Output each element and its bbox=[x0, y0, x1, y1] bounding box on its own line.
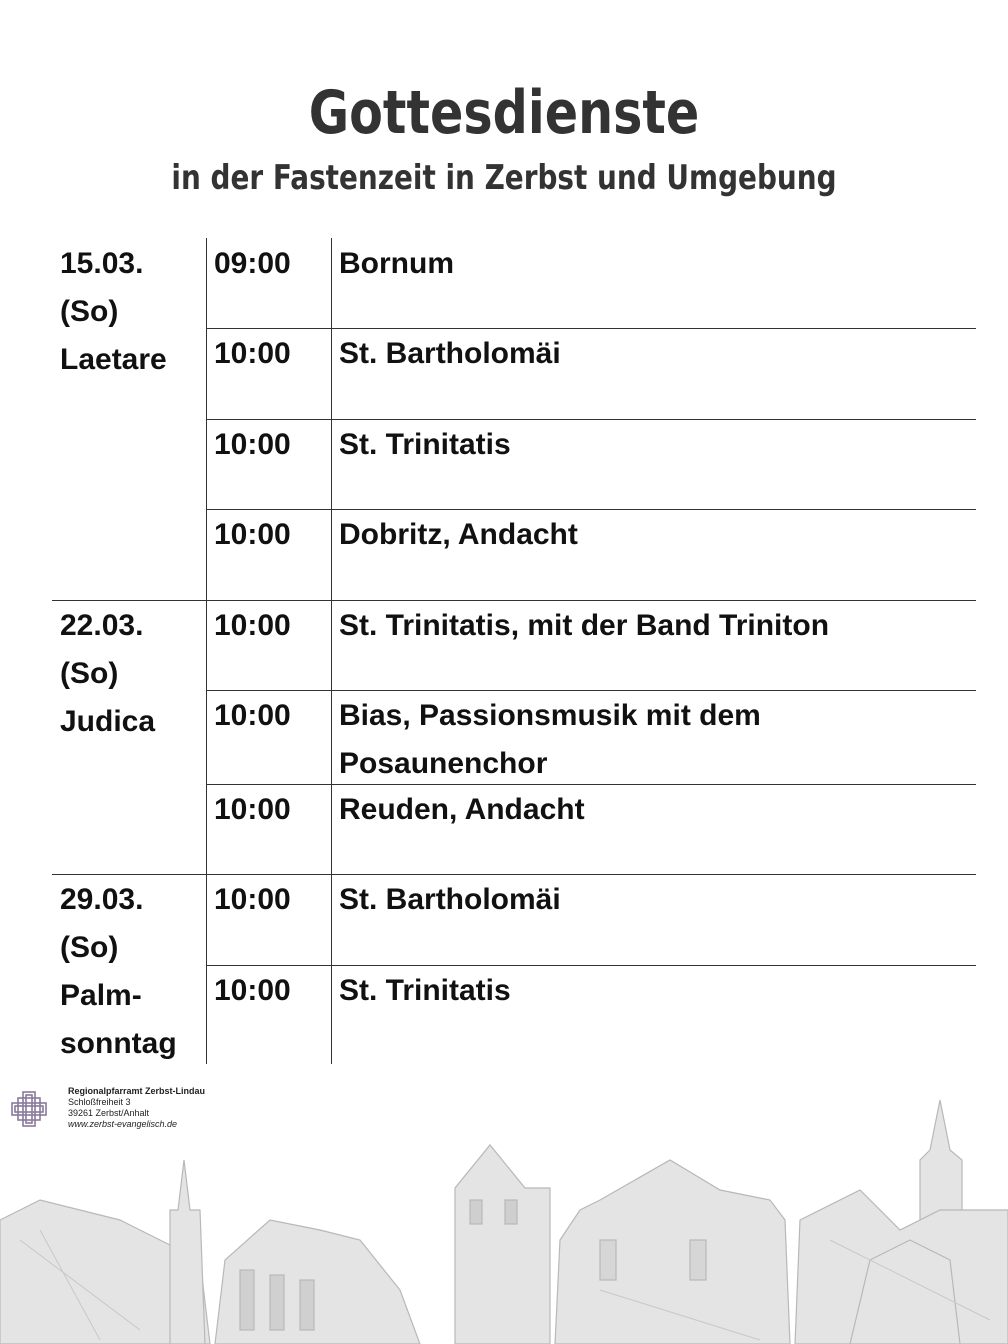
sunday-date: 15.03. bbox=[60, 247, 144, 280]
town-skyline-illustration bbox=[0, 1090, 1008, 1344]
row-divider bbox=[206, 965, 976, 966]
parish-name: Regionalpfarramt Zerbst-Lindau bbox=[68, 1086, 206, 1096]
row-divider bbox=[206, 419, 976, 420]
service-time: 10:00 bbox=[214, 518, 291, 551]
page-subtitle: in der Fastenzeit in Zerbst und Umgebung bbox=[171, 158, 837, 198]
service-time: 10:00 bbox=[214, 609, 291, 642]
service-time: 10:00 bbox=[214, 428, 291, 461]
service-place: St. Bartholomäi bbox=[339, 337, 561, 370]
page-title: Gottesdienste bbox=[308, 78, 700, 148]
service-place: St. Trinitatis bbox=[339, 974, 511, 1007]
sunday-weekday: (So) bbox=[60, 295, 119, 328]
sunday-name: Laetare bbox=[60, 343, 167, 376]
service-place: Reuden, Andacht bbox=[339, 793, 585, 826]
time-column-divider bbox=[331, 238, 332, 1064]
sunday-name: Palm- bbox=[60, 979, 142, 1012]
service-time: 10:00 bbox=[214, 883, 291, 916]
service-place: St. Trinitatis, mit der Band Triniton bbox=[339, 609, 830, 642]
service-place-line2: Posaunenchor bbox=[339, 747, 548, 780]
row-divider bbox=[206, 328, 976, 329]
service-time: 10:00 bbox=[214, 699, 291, 732]
sunday-weekday: (So) bbox=[60, 931, 119, 964]
service-time: 10:00 bbox=[214, 974, 291, 1007]
service-place: Bornum bbox=[339, 247, 454, 280]
service-time: 09:00 bbox=[214, 247, 291, 280]
service-place: St. Bartholomäi bbox=[339, 883, 561, 916]
sunday-date: 22.03. bbox=[60, 609, 144, 642]
service-schedule-table bbox=[52, 238, 976, 1064]
service-place: Bias, Passionsmusik mit dem bbox=[339, 699, 761, 732]
service-place: St. Trinitatis bbox=[339, 428, 511, 461]
sunday-weekday: (So) bbox=[60, 657, 119, 690]
service-time: 10:00 bbox=[214, 337, 291, 370]
sunday-name: Judica bbox=[60, 705, 156, 738]
parish-city: 39261 Zerbst/Anhalt bbox=[68, 1108, 150, 1118]
row-divider bbox=[206, 509, 976, 510]
group-divider bbox=[52, 600, 976, 601]
parish-website: www.zerbst-evangelisch.de bbox=[68, 1119, 178, 1129]
parish-street: Schloßfreiheit 3 bbox=[68, 1097, 131, 1107]
row-divider bbox=[206, 690, 976, 691]
service-time: 10:00 bbox=[214, 793, 291, 826]
sunday-date: 29.03. bbox=[60, 883, 144, 916]
row-divider bbox=[206, 784, 976, 785]
service-place: Dobritz, Andacht bbox=[339, 518, 578, 551]
date-column-divider bbox=[206, 238, 207, 1064]
group-divider bbox=[52, 874, 976, 875]
sunday-name-line2: sonntag bbox=[60, 1027, 177, 1060]
